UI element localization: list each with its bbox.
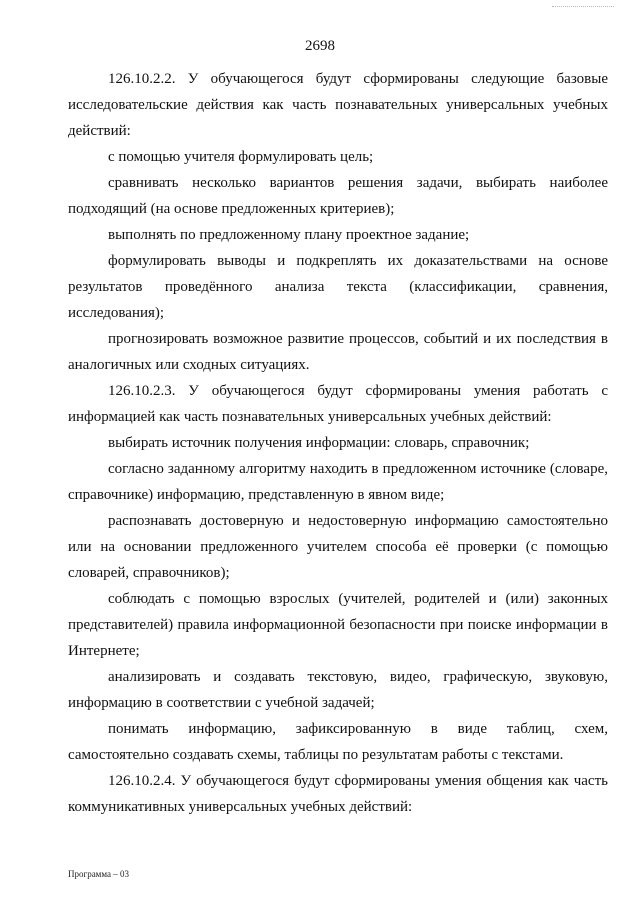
scan-artifact-line [552, 6, 614, 7]
list-item: понимать информацию, зафиксированную в виде таблиц, схем, самостоятельно создавать схемы, таблицы по результатам работы с текстами. [68, 721, 608, 763]
page-footer: Программа – 03 [68, 869, 130, 879]
list-item: согласно заданному алгоритму находить в предложенном источнике (словаре, справочнике) информацию, представленную в явном виде; [68, 461, 608, 503]
list-item: соблюдать с помощью взрослых (учителей, родителей и (или) законных представителей) правила информационной безопасности при поиске информации в Интернете; [68, 591, 608, 659]
list-item: прогнозировать возможное развитие процессов, событий и их последствия в аналогичных или сходных ситуациях. [68, 331, 608, 373]
list-item: сравнивать несколько вариантов решения задачи, выбирать наиболее подходящий (на основе предложенных критериев); [68, 175, 608, 217]
list-item: формулировать выводы и подкреплять их доказательствами на основе результатов проведённого анализа текста (классификации, сравнения, исследования); [68, 253, 608, 321]
list-item: распознавать достоверную и недостоверную информацию самостоятельно или на основании предложенного учителем способа её проверки (с помощью словарей, справочников); [68, 513, 608, 581]
list-item: анализировать и создавать текстовую, видео, графическую, звуковую, информацию в соответствии с учебной задачей; [68, 669, 608, 711]
section-heading-126-10-2-2: 126.10.2.2. У обучающегося будут сформированы следующие базовые исследовательские действия как часть познавательных универсальных учебных действий: [68, 71, 608, 139]
section-heading-126-10-2-4: 126.10.2.4. У обучающегося будут сформированы умения общения как часть коммуникативных универсальных учебных действий: [68, 773, 608, 815]
list-item: с помощью учителя формулировать цель; [108, 149, 374, 165]
list-item: выбирать источник получения информации: словарь, справочник; [108, 435, 530, 451]
page-number: 2698 [305, 38, 335, 54]
document-body [68, 66, 608, 820]
list-item: выполнять по предложенному плану проектное задание; [108, 227, 470, 243]
section-heading-126-10-2-3: 126.10.2.3. У обучающегося будут сформированы умения работать с информацией как часть познавательных универсальных учебных действий: [68, 383, 608, 425]
